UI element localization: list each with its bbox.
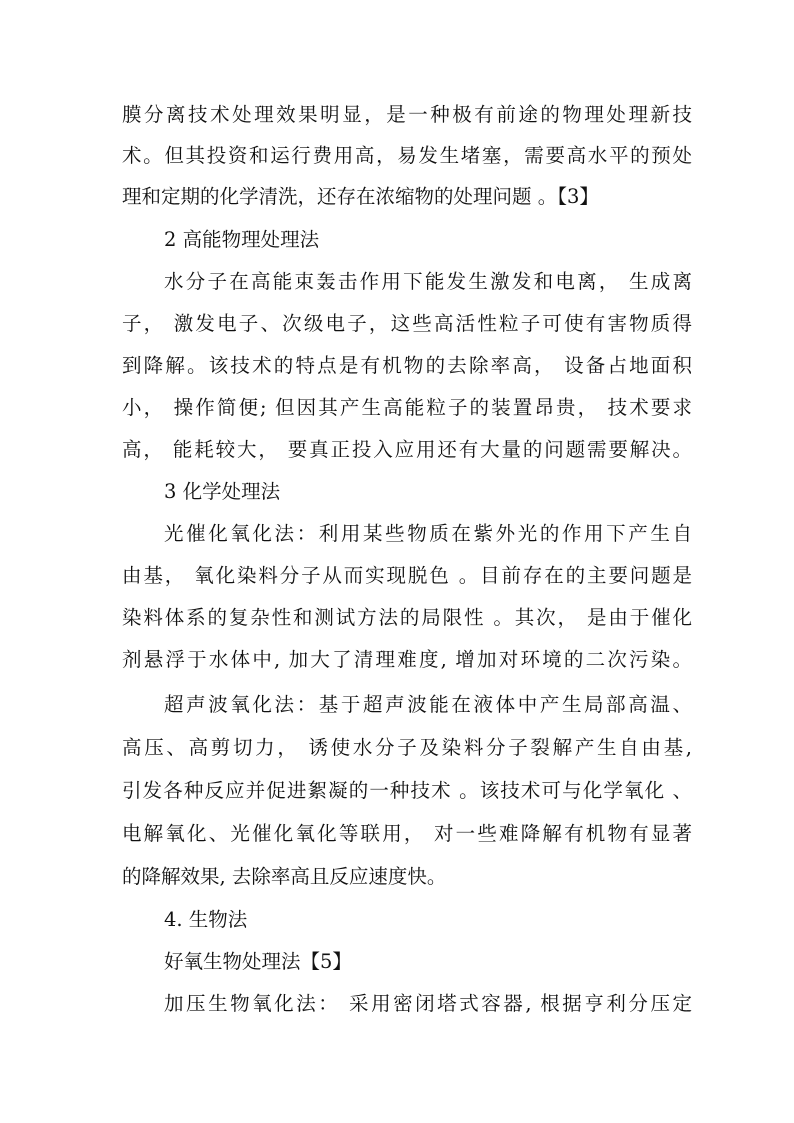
text-line-2: 术。但其投资和运行费用高，易发生堵塞，需要高水平的预处 bbox=[122, 144, 692, 167]
text-line-1: 膜分离技术处理效果明显，是一种极有前途的物理处理新技 bbox=[122, 103, 692, 126]
text-line-11: 光催化氧化法：利用某些物质在紫外光的作用下产生自 bbox=[164, 522, 692, 545]
text-line-7: 到降解。该技术的特点是有机物的去除率高， 设备占地面积 bbox=[122, 354, 692, 377]
section-heading-2: 2 高能物理处理法 bbox=[164, 228, 320, 251]
section-heading-4: 4. 生物法 bbox=[164, 908, 248, 931]
text-line-22: 加压生物氧化法： 采用密闭塔式容器, 根据亨利分压定 bbox=[164, 992, 692, 1015]
text-line-14: 剂悬浮于水体中, 加大了清理难度, 增加对环境的二次污染。 bbox=[122, 648, 692, 671]
section-heading-3: 3 化学处理法 bbox=[164, 480, 281, 503]
text-line-3: 理和定期的化学清洗，还存在浓缩物的处理问题 。【3】 bbox=[122, 185, 599, 208]
text-line-15: 超声波氧化法：基于超声波能在液体中产生局部高温、 bbox=[164, 693, 692, 716]
text-line-17: 引发各种反应并促进絮凝的一种技术 。该技术可与化学氧化 、 bbox=[122, 779, 692, 802]
text-line-13: 染料体系的复杂性和测试方法的局限性 。其次， 是由于催化 bbox=[122, 606, 692, 629]
text-line-19: 的降解效果, 去除率高且反应速度快。 bbox=[122, 865, 447, 888]
text-line-18: 电解氧化、光催化氧化等联用， 对一些难降解有机物有显著 bbox=[122, 822, 692, 845]
text-line-16: 高压、高剪切力， 诱使水分子及染料分子裂解产生自由基, bbox=[122, 736, 692, 759]
text-line-8: 小， 操作简便; 但因其产生高能粒子的装置昂贵， 技术要求 bbox=[122, 396, 692, 419]
text-line-9: 高， 能耗较大， 要真正投入应用还有大量的问题需要解决。 bbox=[122, 438, 692, 461]
text-line-5: 水分子在高能束轰击作用下能发生激发和电离， 生成离 bbox=[164, 270, 692, 293]
subsection-heading: 好氧生物处理法【5】 bbox=[164, 950, 352, 973]
text-line-6: 子， 激发电子、次级电子，这些高活性粒子可使有害物质得 bbox=[122, 312, 692, 335]
text-line-12: 由基， 氧化染料分子从而实现脱色 。目前存在的主要问题是 bbox=[122, 564, 692, 587]
